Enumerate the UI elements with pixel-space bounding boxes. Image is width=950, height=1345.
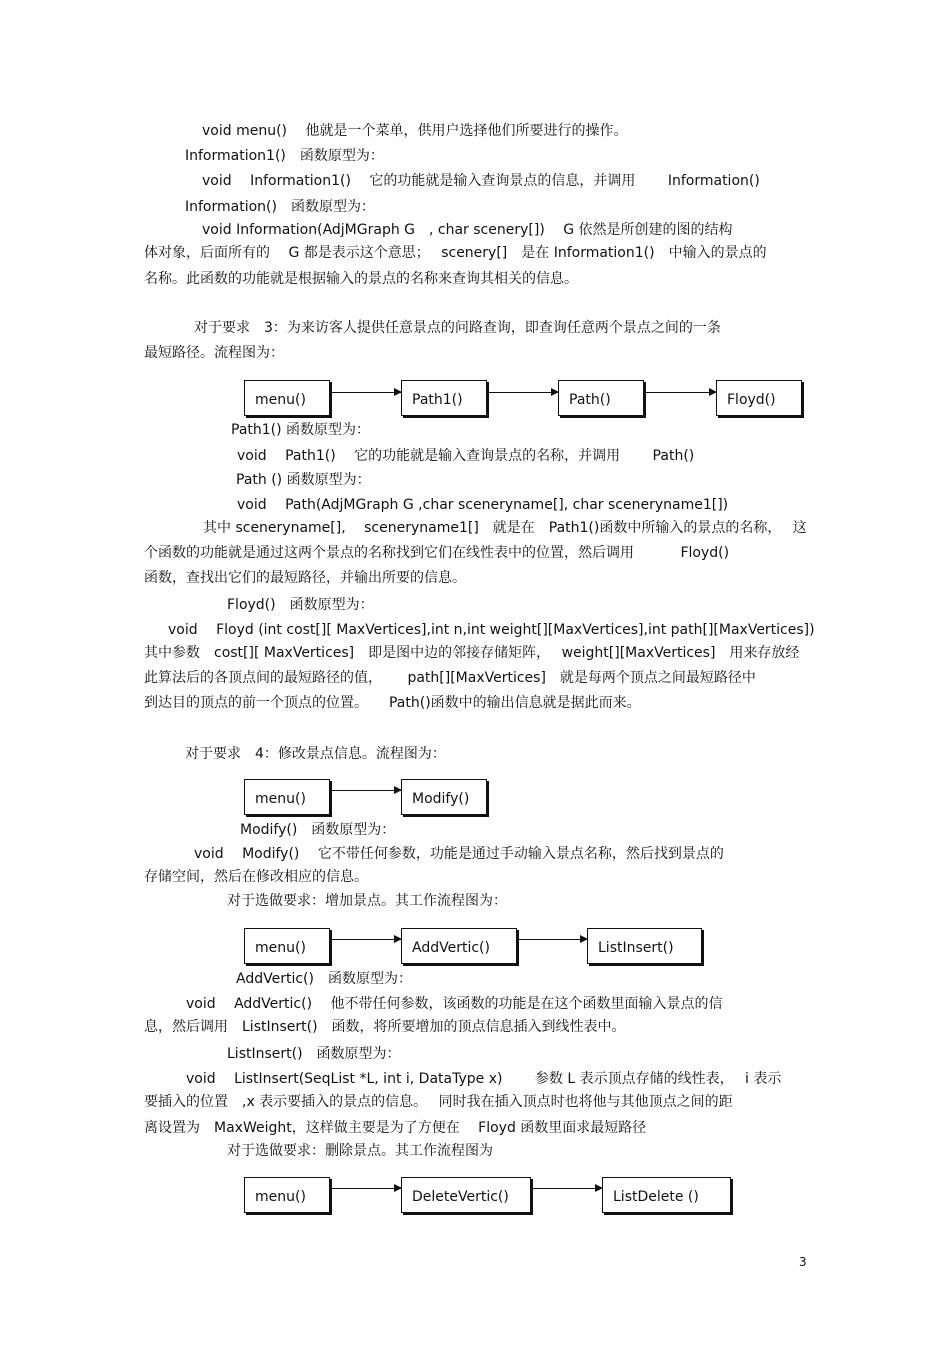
text-line: void Modify() 它不带任何参数，功能是通过手动输入景点名称，然后找到景点的 <box>194 846 724 862</box>
flow-arrow <box>330 392 401 393</box>
text-line: void AddVertic() 他不带任何参数，该函数的功能是在这个函数里面输入景点的信 <box>186 996 723 1012</box>
text-line: 要插入的位置 ,x 表示要插入的景点的信息。 同时我在插入顶点时也将他与其他顶点之间的距 <box>144 1094 733 1110</box>
text-line: Path1() 函数原型为： <box>231 422 371 438</box>
text-line: void Floyd (int cost[][ MaxVertices],int n,int weight[][MaxVertices],int path[][MaxVertices]) <box>168 622 815 638</box>
flow-box-listinsert: ListInsert() <box>587 928 702 964</box>
text-line: Information1() 函数原型为： <box>185 148 384 164</box>
text-line: Floyd() 函数原型为： <box>227 597 374 613</box>
text-line: void ListInsert(SeqList *L, int i, DataType x) 参数 L 表示顶点存储的线性表， i 表示 <box>186 1071 782 1087</box>
flow-arrow <box>517 939 587 940</box>
flow-box-menu: menu() <box>244 380 330 416</box>
flow-box-deletevertic: DeleteVertic() <box>401 1177 531 1213</box>
text-line: void Path1() 它的功能就是输入查询景点的名称，并调用 Path() <box>237 448 695 464</box>
flow-arrow <box>330 1188 401 1189</box>
page-number: 3 <box>799 1255 807 1269</box>
flow-box-path: Path() <box>558 380 644 416</box>
text-line: 体对象，后面所有的 G 都是表示这个意思； scenery[] 是在 Information1() 中输入的景点的 <box>144 245 767 261</box>
text-line: 对于要求 3：为来访客人提供任意景点的问路查询，即查询任意两个景点之间的一条 <box>194 320 721 336</box>
text-line: void Information(AdjMGraph G , char scenery[]) G 依然是所创建的图的结构 <box>202 222 733 238</box>
flow-box-menu: menu() <box>244 1177 330 1213</box>
text-line: 到达目的顶点的前一个顶点的位置。 Path()函数中的输出信息就是据此而来。 <box>144 695 641 711</box>
flow-box-menu: menu() <box>244 928 330 964</box>
text-line: void Path(AdjMGraph G ,char sceneryname[], char sceneryname1[]) <box>237 497 729 513</box>
flow-box-listdelete: ListDelete () <box>602 1177 731 1213</box>
flow-arrow <box>487 392 558 393</box>
text-line: 个函数的功能就是通过这两个景点的名称找到它们在线性表中的位置，然后调用 Floyd() <box>144 545 730 561</box>
flow-arrow <box>330 939 401 940</box>
text-line: 存储空间，然后在修改相应的信息。 <box>144 869 368 885</box>
text-line: 此算法后的各顶点间的最短路径的值， path[][MaxVertices] 就是每两个顶点之间最短路径中 <box>144 670 756 686</box>
text-line: void Information1() 它的功能就是输入查询景点的信息，并调用 Information() <box>202 173 760 189</box>
flow-box-modify: Modify() <box>401 779 487 815</box>
flow-arrow <box>531 1188 602 1189</box>
text-line: Path () 函数原型为： <box>236 472 371 488</box>
text-line: AddVertic() 函数原型为： <box>236 971 412 987</box>
text-line: ListInsert() 函数原型为： <box>227 1046 401 1062</box>
text-line: 最短路径。流程图为： <box>144 345 284 361</box>
flow-box-path1: Path1() <box>401 380 487 416</box>
text-line: Information() 函数原型为： <box>185 199 375 215</box>
text-line: 息，然后调用 ListInsert() 函数，将所要增加的顶点信息插入到线性表中。 <box>144 1019 626 1035</box>
text-line: 对于选做要求：删除景点。其工作流程图为 <box>227 1143 493 1159</box>
text-line: void menu() 他就是一个菜单，供用户选择他们所要进行的操作。 <box>202 123 628 139</box>
text-line: 离设置为 MaxWeight，这样做主要是为了方便在 Floyd 函数里面求最短路径 <box>144 1120 647 1136</box>
text-line: 名称。此函数的功能就是根据输入的景点的名称来查询其相关的信息。 <box>144 271 578 287</box>
flow-box-addvertic: AddVertic() <box>401 928 517 964</box>
text-line: 对于要求 4：修改景点信息。流程图为： <box>185 746 446 762</box>
flow-arrow <box>330 790 401 791</box>
flow-arrow <box>644 392 716 393</box>
text-line: 其中参数 cost[][ MaxVertices] 即是图中边的邻接存储矩阵， weight[][MaxVertices] 用来存放经 <box>144 645 800 661</box>
text-line: 对于选做要求：增加景点。其工作流程图为： <box>227 893 507 909</box>
text-line: Modify() 函数原型为： <box>240 822 396 838</box>
flow-box-floyd: Floyd() <box>716 380 802 416</box>
text-line: 其中 sceneryname[], sceneryname1[] 就是在 Path1()函数中所输入的景点的名称， 这 <box>203 520 807 536</box>
flow-box-menu: menu() <box>244 779 330 815</box>
text-line: 函数，查找出它们的最短路径，并输出所要的信息。 <box>144 570 466 586</box>
